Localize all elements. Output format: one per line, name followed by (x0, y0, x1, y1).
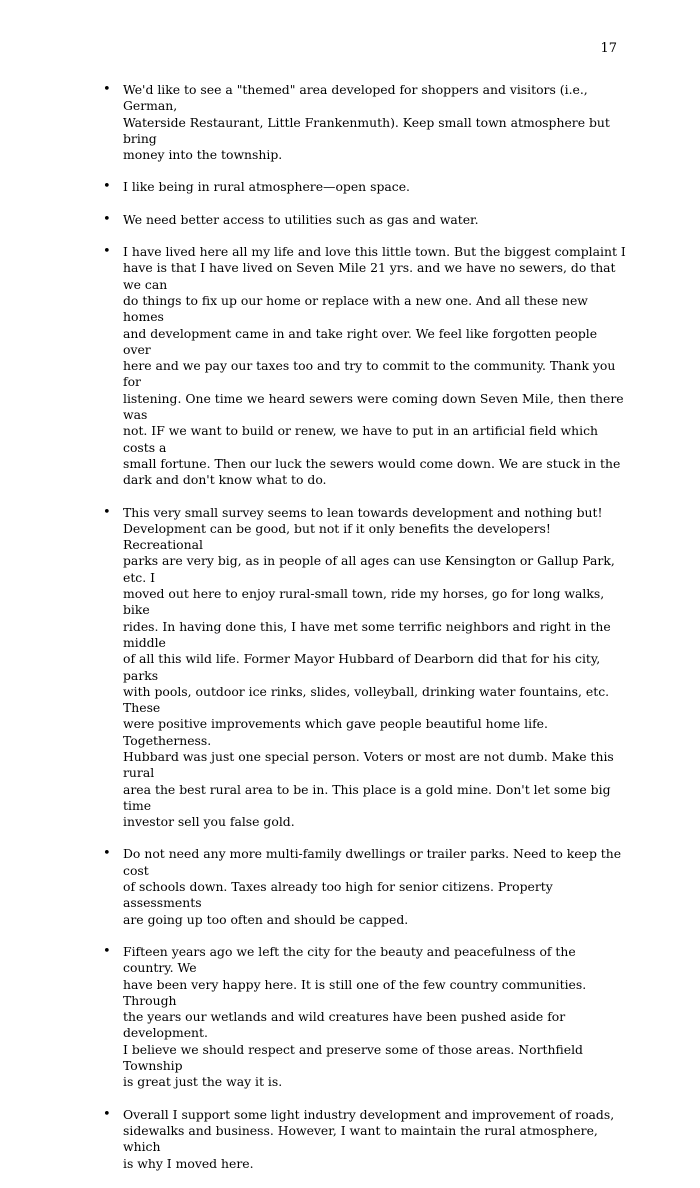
bullet-icon: • (103, 943, 111, 959)
comment-text: We need better access to utilities such as gas and water. (123, 211, 479, 227)
comment-text: This very small survey seems to lean towards development and nothing but! Development can be good, but not if it only benefits the developers! Recreational parks are very big, as in people of all ages can use Kensington or Gallup Park, etc. I moved out here to enjoy rural-small town, ride my horses, go for long walks, bike rides. In having done this, I have met some terrific neighbors and right in the middle of all this wild life. Former Mayor Hubbard of Dearborn did that for his city, parks with pools, outdoor ice rinks, slides, volleyball, drinking water fountains, etc. These were positive improvements which gave people beautiful home life. Togetherness. Hubbard was just one special person. Voters or most are not dumb. Make this rural area the best rural area to be in. This place is a gold mine. Don't let some big time investor sell you false gold. (123, 504, 615, 830)
comment-item (0, 82, 610, 163)
comment-item (0, 244, 626, 488)
comment-item (0, 1106, 615, 1172)
comment-item (0, 504, 615, 831)
comment-item (0, 212, 505, 228)
comment-item (0, 846, 622, 927)
comment-item (0, 179, 505, 195)
bullet-icon: • (103, 82, 111, 97)
bullet-icon: • (103, 211, 111, 227)
comment-list (0, 82, 626, 1188)
comment-text: I like being in rural atmosphere—open space. (123, 179, 410, 195)
comment-item (0, 943, 587, 1091)
comment-text: Do not need any more multi-family dwellings or trailer parks. Need to keep the cost of schools down. Taxes already too high for senior citizens. Property assessments are going up too often and should be capped. (123, 846, 622, 927)
page-number: 17 (600, 41, 617, 56)
comment-text: Overall I support some light industry development and improvement of roads, sidewalks and business. However, I want to maintain the rural atmosphere, which is why I moved here. (123, 1106, 615, 1171)
comment-text: We'd like to see a "themed" area developed for shoppers and visitors (i.e., German, Waterside Restaurant, Little Frankenmuth). Keep small town atmosphere but bring money into the township. (123, 82, 610, 163)
bullet-icon: • (103, 504, 111, 520)
bullet-icon: • (103, 1106, 111, 1122)
comment-text: I have lived here all my life and love this little town. But the biggest complaint I have is that I have lived on Seven Mile 21 yrs. and we have no sewers, do that we can do things to fix up our home or replace with a new one. And all these new homes and development came in and take right over. We feel like forgotten people over here and we pay our taxes too and try to commit to the community. Thank you for listening. One time we heard sewers were coming down Seven Mile, then there was not. IF we want to build or renew, we have to put in an artificial field which costs a small fortune. Then our luck the sewers would come down. We are stuck in the dark and don't know what to do. (123, 244, 626, 488)
bullet-icon: • (103, 244, 111, 260)
comment-text: Fifteen years ago we left the city for the beauty and peacefulness of the country. We have been very happy here. It is still one of the few country communities. Through the years our wetlands and wild creatures have been pushed aside for development. I believe we should respect and preserve some of those areas. Northfield Township is great just the way it is. (123, 943, 587, 1090)
bullet-icon: • (103, 846, 111, 862)
bullet-icon: • (103, 179, 111, 195)
